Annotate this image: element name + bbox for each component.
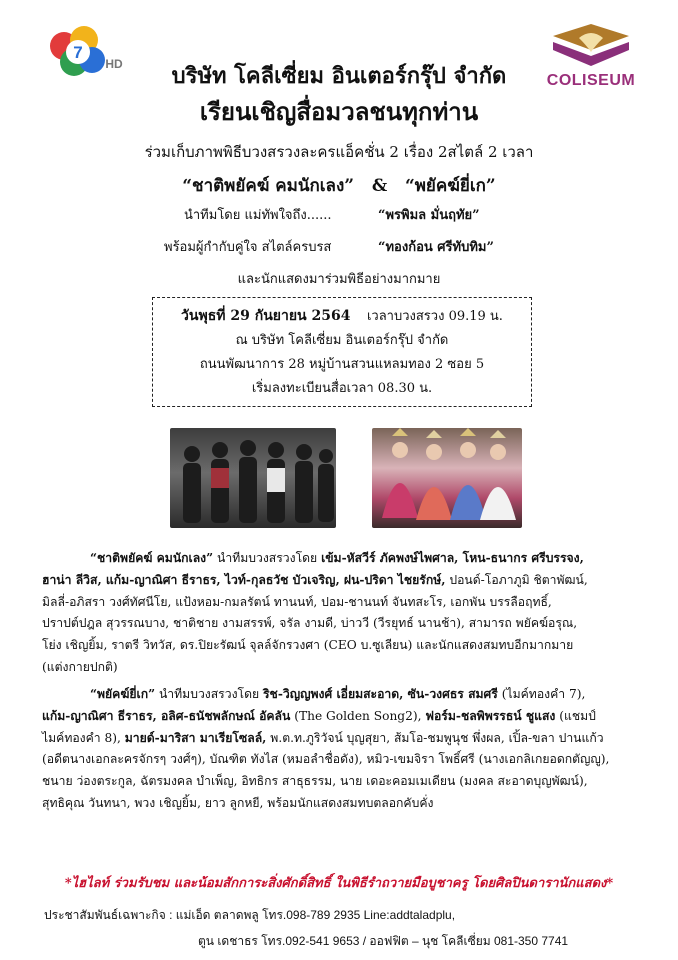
channel-number: 7 (73, 43, 83, 62)
cast-photo-drama2 (372, 428, 522, 528)
drama-titles (0, 172, 678, 199)
p2-line3-rest: ไมค์ทองคำ 8), (42, 730, 121, 745)
p2-rest1: (ไมค์ทองคำ 7), (501, 687, 586, 701)
ceremony-time: เวลาบวงสรวง 09.19 น. (366, 309, 503, 324)
p1-line2-rest: ปอนด์-โอภาภูมิ ชิตาพัฒน์, (449, 572, 588, 587)
p2-bold4: มายด์-มาริสา มาเรียโซลล์, (124, 730, 267, 745)
p2-bold3: ฟอร์ม-ชลพิพรรธน์ ชูแสง (425, 708, 556, 723)
p1-line4: ปราปต์ปฎล สุวรรณบาง, ชาติชาย งามสรรพ์, จรัล งามดี, บ่าววี (วีรยุทธ์ นานช้า), สามารถ พยัคฆ์อรุณ, (42, 616, 578, 631)
ampersand: & (371, 176, 388, 196)
led-by-name: “พรพิมล มั่นฤทัย” (378, 208, 480, 223)
event-details-box (152, 297, 532, 407)
event-date: วันพุธที่ 29 กันยายน 2564 (181, 308, 351, 324)
led-by-label: นำทีมโดย แม่ทัพใจถึง...... (184, 208, 332, 223)
cast-note: และนักแสดงมาร่วมพิธีอย่างมากมาย (237, 272, 441, 287)
cast-photo-drama1 (170, 428, 336, 528)
drama1-title: “ชาติพยัคฆ์ คมนักเลง” (182, 176, 355, 196)
p1-line3: มิลลี่-อภิสรา วงศ์ทัศนีโย, แป้งหอม-กมลรัตน์ ทานนท์, ปอม-ชานนท์ จันทสะโร, เอกพัน บรรลือฤทธิ์, (42, 594, 552, 609)
p1-line2: ฮาน่า ลีวิส, แก้ม-ญาณิศา ธีราธร, ไวท์-กุลธวัช บัวเจริญ, ฝน-ปริดา ไชยรักษ์, (42, 572, 446, 587)
p2-line3-tail: พ.ต.ท.ภูริวัจน์ บุญสุยา, ส้มโอ-ชมพูนุช พึ่งผล, เปิ้ล-ขลา ปานแก้ว (270, 730, 604, 745)
p2-line5: ชนาย ว่องตระกูล, ฉัตรมงคล บำเพ็ญ, อิทธิกร สาธุธรรม, นาย เดอะคอมเมเดียน (มงคล สะอาดบุญพัฒน์), (42, 774, 588, 789)
highlight-note: *ไฮไลท์ ร่วมรับชม และน้อมสักการะสิ่งศักดิ์สิทธิ์ ในพิธีรำถวายมือบูชาครู โดยศิลปินดารานักแสดง* (64, 876, 614, 891)
invitation-heading: เรียนเชิญสื่อมวลชนทุกท่าน (199, 97, 479, 126)
p1-lead: นำทีมบวงสรวงโดย (217, 551, 318, 565)
coliseum-wordmark: COLISEUM (546, 72, 636, 89)
registration-time: เริ่มลงทะเบียนสื่อเวลา 08.30 น. (251, 381, 433, 396)
p2-bold1: ริช-วิญญพงศ์ เอี่ยมสะอาด, ซัน-วงศธร สมศรี (263, 687, 498, 701)
director-name: “ทองก้อน ศรีทับทิม” (378, 240, 494, 255)
p2-rest3: (แชมป์ (559, 708, 596, 723)
p1-line6: (แต่งกายปกติ) (42, 659, 118, 674)
event-subtitle: ร่วมเก็บภาพพิธีบวงสรวงละครแอ็คชั่น 2 เรื่อง 2สไตล์ 2 เวลา (144, 143, 534, 161)
p2-line4: (อดีตนางเอกละครจักรๆ วงศ์ๆ), บัณฑิต ทังไส (หมอลำชื่อดัง), หมิว-เขมจิรา โพธิ์ศรี (นางเอกลิเกยอดกตัญญู), (42, 752, 610, 767)
p1-line1: เข้ม-หัสวีร์ ภัคพงษ์ไพศาล, โหน-ธนากร ศรีบรรจง, (321, 551, 584, 565)
p1-line5: โย่ง เชิญยิ้ม, ราตรี วิทวัส, ดร.ปิยะรัฒน์ จุลล์จักรวงศา (CEO บ.ซูเลียน) และนักแสดงสมทบอีกมากมาย (42, 638, 574, 653)
p2-lead: นำทีมบวงสรวงโดย (158, 687, 260, 701)
director-label: พร้อมผู้กำกับคู่ใจ สไตล์ครบรส (164, 240, 332, 255)
contact-line-1: ประชาสัมพันธ์เฉพาะกิจ : แม่เอ็ด ตลาดพลู โทร.098-789 2935 Line:addtaladplu, (44, 908, 456, 922)
p2-line6: สุทธิคุณ วันทนา, พวง เชิญยิ้ม, ยาว ลูกหยี, พร้อมนักแสดงสมทบตลอกคับคั่ง (42, 795, 434, 810)
contact-line-2: ตูน เดชาธร โทร.092-541 9653 / ออฟฟิต – นุช โคลีเซี่ยม 081-350 7741 (198, 934, 569, 948)
drama1-cast-paragraph (42, 548, 634, 679)
p1-title: “ชาติพยัคฆ์ คมนักเลง” (90, 551, 214, 565)
drama2-title: “พยัคฆ์ยี่เก” (404, 176, 496, 196)
p2-title: “พยัคฆ์ยี่เก” (90, 687, 156, 701)
event-address: ถนนพัฒนาการ 28 หมู่บ้านสวนแหลมทอง 2 ซอย 5 (199, 357, 485, 372)
p2-rest2: (The Golden Song2), (294, 708, 422, 723)
drama2-cast-paragraph (42, 684, 634, 815)
event-venue: ณ บริษัท โคลีเซี่ยม อินเตอร์กรุ๊ป จำกัด (235, 333, 449, 348)
channel-hd-label: HD (105, 57, 123, 71)
company-title: บริษัท โคลีเซี่ยม อินเตอร์กรุ๊ป จำกัด (171, 63, 507, 89)
p2-bold2: แก้ม-ญาณิศา ธีราธร, อลิศ-ธนัชพลักษณ์ อัคลัน (42, 708, 291, 723)
